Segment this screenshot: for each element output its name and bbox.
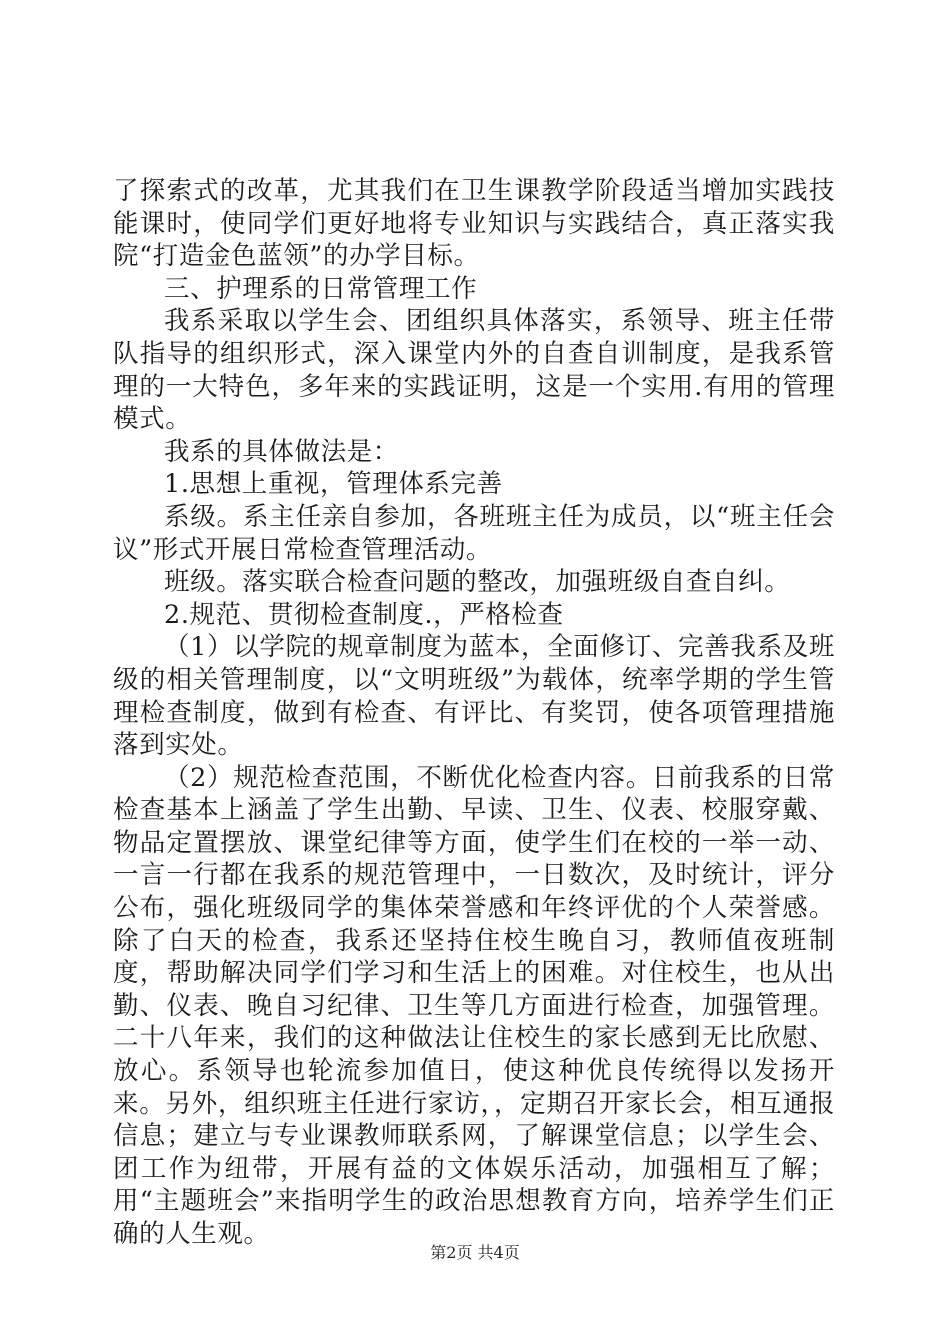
subsection-heading: 1.思想上重视，管理体系完善 — [164, 469, 503, 500]
section-heading: 三、护理系的日常管理工作 — [164, 273, 478, 304]
paragraph: 系级。系主任亲自参加，各班班主任为成员，以“班主任会议”形式开展日常检查管理活动。 — [113, 501, 835, 565]
paragraph: 班级。落实联合检查问题的整改，加强班级自查自纠。 — [164, 567, 791, 598]
paragraph: 我系采取以学生会、团组织具体落实，系领导、班主任带队指导的组织形式，深入课堂内外的自查自训制度，是我系管理的一大特色，多年来的实践证明，这是一个实用.有用的管理模式。 — [113, 306, 835, 435]
document-body — [113, 175, 835, 1251]
paragraph: 我系的具体做法是： — [164, 436, 399, 467]
paragraph: （1）以学院的规章制度为蓝本，全面修订、完善我系及班级的相关管理制度，以“文明班级”为载体，统率学期的学生管理检查制度，做到有检查、有评比、有奖罚，使各项管理措施落到实处。 — [113, 632, 835, 761]
subsection-heading: 2.规范、贯彻检查制度.，严格检查 — [164, 599, 564, 630]
paragraph: （2）规范检查范围，不断优化检查内容。日前我系的日常检查基本上涵盖了学生出勤、早读、卫生、仪表、校服穿戴、物品定置摆放、课堂纪律等方面，使学生们在校的一举一动、一言一行都在我系的规范管理中，一日数次，及时统计，评分公布，强化班级同学的集体荣誉感和年终评优的个人荣誉感。除了白天的检查，我系还坚持住校生晚自习，教师值夜班制度，帮助解决同学们学习和生活上的困难。对住校生，也从出勤、仪表、晚自习纪律、卫生等几方面进行检查，加强管理。二十八年来，我们的这种做法让住校生的家长感到无比欣慰、放心。系领导也轮流参加值日，使这种优良传统得以发扬开来。另外，组织班主任进行家访，，定期召开家长会，相互通报信息；建立与专业课教师联系网，了解课堂信息；以学生会、团工作为纽带，开展有益的文体娱乐活动，加强相互了解；用“主题班会”来指明学生的政治思想教育方向，培养学生们正确的人生观。 — [113, 762, 835, 1249]
paragraph-continuation: 了探索式的改革，尤其我们在卫生课教学阶段适当增加实践技能课时，使同学们更好地将专业知识与实践结合，真正落实我院“打造金色蓝领”的办学目标。 — [113, 176, 835, 272]
page-footer — [0, 1240, 950, 1263]
page-number: 第2页 共4页 — [430, 1243, 520, 1262]
